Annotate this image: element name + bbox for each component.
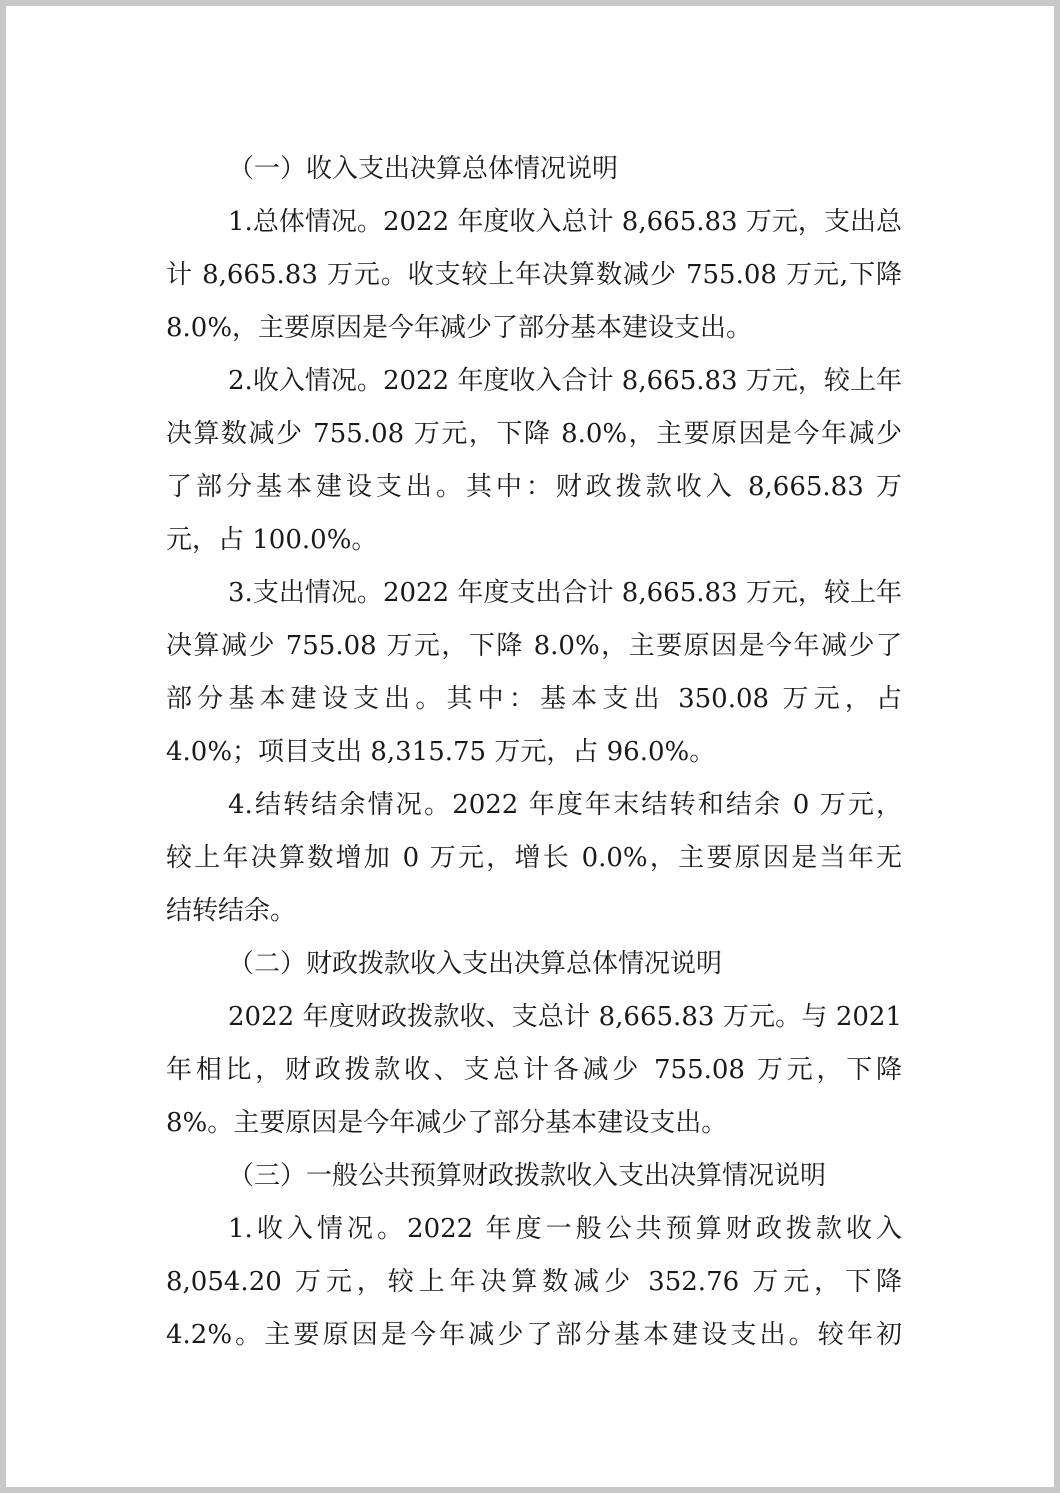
section-heading-2: （二）财政拨款收入支出决算总体情况说明 [228, 949, 723, 979]
paragraph-line: 8%。主要原因是今年减少了部分基本建设支出。 [166, 1108, 728, 1138]
document-page [6, 6, 1054, 1487]
paragraph-line: 4.0%；项目支出 8,315.75 万元，占 96.0%。 [166, 737, 716, 767]
paragraph-line: 2.收入情况。2022 年度收入合计 8,665.83 万元，较上年 [228, 366, 902, 396]
paragraph-line: 8.0%，主要原因是今年减少了部分基本建设支出。 [166, 313, 753, 343]
paragraph-line: 较上年决算数增加 0 万元，增长 0.0%，主要原因是当年无 [166, 843, 902, 873]
paragraph-line: 4.2%。主要原因是今年减少了部分基本建设支出。较年初 [166, 1320, 902, 1350]
paragraph-line: 元，占 100.0%。 [166, 525, 378, 555]
section-heading-3: （三）一般公共预算财政拨款收入支出决算情况说明 [228, 1161, 827, 1191]
paragraph-line: 了部分基本建设支出。其中：财政拨款收入 8,665.83 万 [166, 472, 902, 502]
section-heading-1: （一）收入支出决算总体情况说明 [228, 154, 619, 184]
paragraph-line: 8,054.20 万元，较上年决算数减少 352.76 万元，下降 [166, 1267, 902, 1297]
paragraph-line: 3.支出情况。2022 年度支出合计 8,665.83 万元，较上年 [228, 578, 902, 608]
paragraph-line: 1.收入情况。2022 年度一般公共预算财政拨款收入 [228, 1214, 902, 1244]
paragraph-line: 结转结余。 [166, 896, 297, 926]
paragraph-line: 部分基本建设支出。其中：基本支出 350.08 万元，占 [166, 684, 902, 714]
paragraph-line: 决算减少 755.08 万元，下降 8.0%，主要原因是今年减少了 [166, 631, 902, 661]
paragraph-line: 2022 年度财政拨款收、支总计 8,665.83 万元。与 2021 [228, 1002, 902, 1032]
paragraph-line: 4.结转结余情况。2022 年度年末结转和结余 0 万元， [228, 790, 902, 820]
paragraph-line: 年相比，财政拨款收、支总计各减少 755.08 万元，下降 [166, 1055, 902, 1085]
paragraph-line: 1.总体情况。2022 年度收入总计 8,665.83 万元，支出总 [228, 207, 902, 237]
paragraph-line: 决算数减少 755.08 万元，下降 8.0%，主要原因是今年减少 [166, 419, 902, 449]
paragraph-line: 计 8,665.83 万元。收支较上年决算数减少 755.08 万元,下降 [166, 260, 902, 290]
